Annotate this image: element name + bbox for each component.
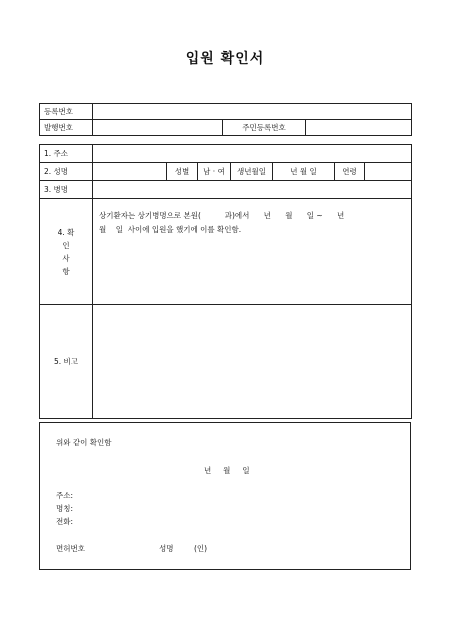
age-field[interactable] bbox=[365, 163, 412, 181]
address-label: 1. 주소 bbox=[40, 145, 93, 163]
issue-date[interactable]: 년 월 일 bbox=[204, 466, 250, 475]
disease-label: 3. 병명 bbox=[40, 181, 93, 199]
name-field[interactable] bbox=[93, 163, 167, 181]
confirmation-text-line-2: 월 일 사이에 입원을 했기에 이를 확인함. bbox=[99, 225, 242, 234]
confirmation-label-line: 4. 확 bbox=[57, 227, 75, 237]
confirmation-label-line: 사 bbox=[62, 253, 70, 263]
issue-number-field[interactable] bbox=[93, 120, 223, 136]
issue-number-label: 발행번호 bbox=[40, 120, 93, 136]
age-label: 연령 bbox=[335, 163, 365, 181]
birth-date-label: 생년월일 bbox=[231, 163, 273, 181]
confirmation-footer bbox=[39, 422, 411, 570]
confirmation-label-line: 항 bbox=[62, 266, 70, 276]
registration-number-field[interactable] bbox=[93, 104, 412, 120]
remarks-field[interactable] bbox=[93, 305, 412, 419]
signer-name-label: 성명 bbox=[159, 544, 174, 553]
hospital-address-label: 주소: bbox=[56, 491, 74, 500]
confirmation-text-line-1: 상기환자는 상기병명으로 본원( 과)에서 년 월 일 ~ 년 bbox=[99, 211, 345, 220]
confirmation-label bbox=[40, 199, 93, 305]
birth-date-field[interactable]: 년 월 일 bbox=[273, 163, 335, 181]
patient-info-table bbox=[39, 144, 412, 419]
address-field[interactable] bbox=[93, 145, 412, 163]
registration-number-label: 등록번호 bbox=[40, 104, 93, 120]
resident-number-field[interactable] bbox=[306, 120, 412, 136]
confirm-statement: 위와 같이 확인함 bbox=[56, 438, 112, 447]
gender-label: 성별 bbox=[167, 163, 198, 181]
document-title: 입원 확인서 bbox=[185, 51, 265, 67]
license-number-label: 면허번호 bbox=[56, 544, 85, 553]
disease-field[interactable] bbox=[93, 181, 412, 199]
confirmation-label-line: 인 bbox=[62, 240, 70, 250]
name-label: 2. 성명 bbox=[40, 163, 93, 181]
gender-field[interactable]: 남 · 여 bbox=[198, 163, 231, 181]
seal-mark[interactable]: (인) bbox=[194, 544, 208, 553]
remarks-label: 5. 비고 bbox=[40, 305, 93, 419]
resident-number-label: 주민등록번호 bbox=[223, 120, 306, 136]
confirmation-content[interactable] bbox=[93, 199, 412, 305]
header-table bbox=[39, 103, 412, 136]
hospital-phone-label: 전화: bbox=[56, 517, 74, 526]
hospital-name-label: 명칭: bbox=[56, 504, 74, 513]
